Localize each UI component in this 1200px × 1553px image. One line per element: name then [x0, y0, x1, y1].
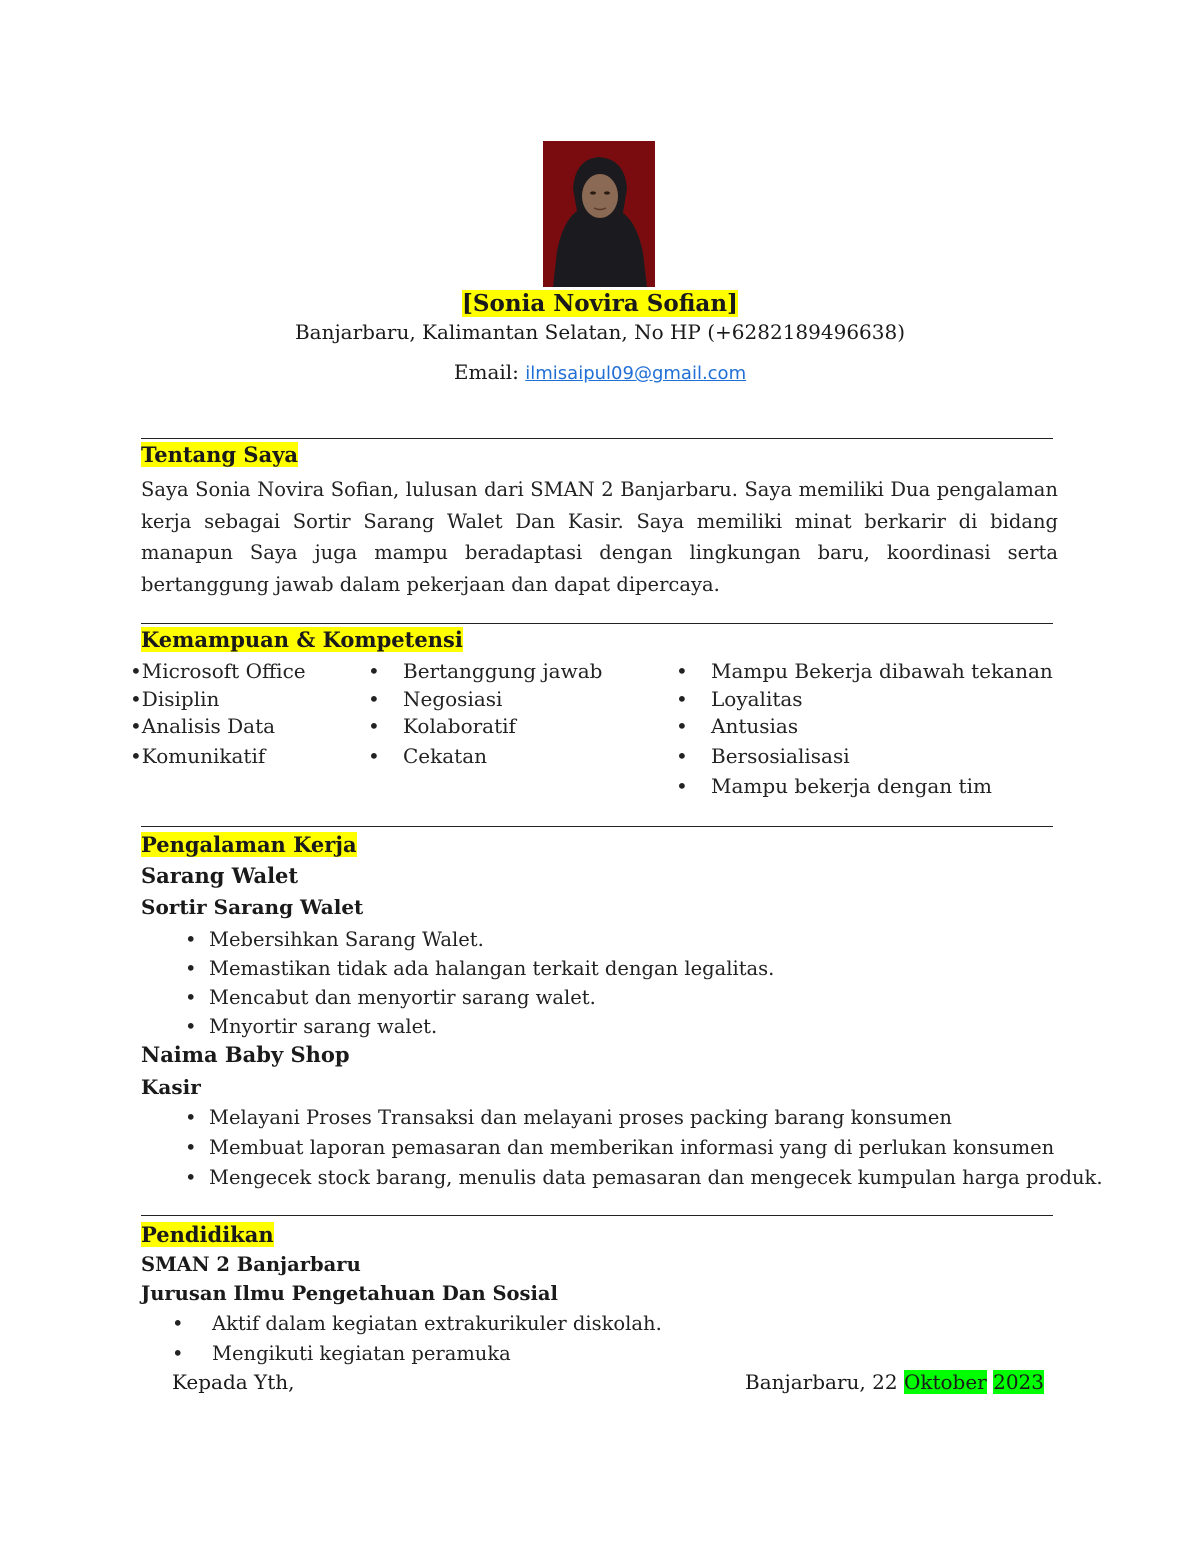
skill-label: Analisis Data	[141, 714, 276, 738]
job-role: Kasir	[141, 1075, 201, 1099]
bullet-icon: •	[676, 744, 688, 768]
section-title-skills-text: Kemampuan & Kompetensi	[141, 627, 463, 652]
section-title-education-text: Pendidikan	[141, 1222, 274, 1247]
education-major: Jurusan Ilmu Pengetahuan Dan Sosial	[141, 1282, 558, 1305]
section-title-experience-text: Pengalaman Kerja	[141, 832, 357, 857]
section-divider	[141, 1215, 1053, 1216]
bullet-icon: •	[185, 928, 197, 951]
list-item-text: Memastikan tidak ada halangan terkait dengan legalitas.	[209, 957, 775, 980]
bullet-icon: •	[185, 1106, 197, 1129]
bullet-icon: •	[130, 686, 142, 711]
skill-label: Negosiasi	[403, 686, 503, 711]
date-month: Oktober	[903, 1370, 987, 1394]
bullet-icon: •	[185, 1166, 197, 1189]
skill-item	[130, 744, 306, 772]
list-item-text: Mnyortir sarang walet.	[209, 1015, 438, 1038]
bullet-icon: •	[676, 659, 688, 683]
list-item-text: Mebersihkan Sarang Walet.	[209, 928, 484, 951]
job-company: Naima Baby Shop	[141, 1042, 350, 1067]
list-item-text: Aktif dalam kegiatan extrakurikuler diskolah.	[212, 1312, 662, 1335]
list-item-text: Mengikuti kegiatan peramuka	[212, 1342, 511, 1365]
skill-label: Microsoft Office	[141, 659, 306, 683]
skill-item	[130, 714, 306, 744]
list-item-text: Melayani Proses Transaksi dan melayani proses packing barang konsumen	[209, 1106, 952, 1129]
job-role: Sortir Sarang Walet	[141, 895, 364, 919]
section-title-education	[141, 1222, 274, 1247]
skill-label: Bertanggung jawab	[403, 659, 603, 683]
bullet-icon: •	[676, 774, 688, 798]
education-school: SMAN 2 Banjarbaru	[141, 1253, 361, 1276]
skill-label: Mampu bekerja dengan tim	[711, 774, 992, 798]
bullet-icon: •	[130, 714, 142, 738]
bullet-icon: •	[185, 1136, 197, 1159]
skill-label: Disiplin	[141, 686, 220, 711]
skill-label: Bersosialisasi	[711, 744, 850, 768]
bullet-icon: •	[368, 744, 380, 768]
list-item-text: Mencabut dan menyortir sarang walet.	[209, 986, 596, 1009]
place-date	[745, 1370, 1044, 1394]
addressee-line: Kepada Yth,	[172, 1370, 295, 1394]
list-item-text: Membuat laporan pemasaran dan memberikan informasi yang di perlukan konsumen	[209, 1136, 1055, 1159]
section-title-about-text: Tentang Saya	[141, 442, 298, 467]
place-date-text: Banjarbaru, 22	[745, 1370, 904, 1394]
bullet-icon: •	[172, 1342, 184, 1365]
skill-label: Mampu Bekerja dibawah tekanan	[711, 659, 1053, 683]
bullet-icon: •	[172, 1312, 184, 1335]
section-title-experience	[141, 832, 357, 857]
section-divider	[141, 826, 1053, 827]
contact-line: Banjarbaru, Kalimantan Selatan, No HP (+6282189496638)	[294, 320, 906, 344]
about-paragraph: Saya Sonia Novira Sofian, lulusan dari SMAN 2 Banjarbaru. Saya memiliki Dua pengalaman kerja sebagai Sortir Sarang Walet Dan Kasir. Saya memiliki minat berkarir di bidang manapun Saya juga mampu beradaptasi dengan lingkungan baru, koordinasi serta bertanggung jawab dalam pekerjaan dan dapat dipercaya.	[141, 478, 1058, 596]
bullet-icon: •	[185, 957, 197, 980]
skill-label: Kolaboratif	[403, 714, 516, 738]
bullet-icon: •	[130, 744, 142, 768]
job-company: Sarang Walet	[141, 863, 299, 888]
candidate-name-text: [Sonia Novira Sofian]	[462, 290, 738, 317]
skills-column-1	[130, 659, 306, 772]
bullet-icon: •	[676, 686, 688, 711]
bullet-icon: •	[676, 714, 688, 738]
skill-label: Komunikatif	[141, 744, 266, 768]
section-title-skills	[141, 627, 463, 652]
skill-label: Loyalitas	[711, 686, 803, 711]
section-divider	[141, 623, 1053, 624]
bullet-icon: •	[368, 686, 380, 711]
skill-item	[130, 687, 306, 715]
email-link[interactable]: ilmisaipul09@gmail.com	[525, 363, 747, 384]
profile-photo	[543, 141, 655, 287]
section-divider	[141, 438, 1053, 439]
bullet-icon: •	[130, 659, 142, 683]
skill-label: Cekatan	[403, 744, 488, 768]
bullet-icon: •	[368, 714, 380, 738]
skill-label: Antusias	[711, 714, 799, 738]
section-title-about	[141, 442, 298, 467]
list-item-text: Mengecek stock barang, menulis data pemasaran dan mengecek kumpulan harga produk.	[209, 1166, 1103, 1189]
email-line	[0, 360, 1200, 384]
bullet-icon: •	[185, 986, 197, 1009]
date-year: 2023	[993, 1370, 1044, 1394]
bullet-icon: •	[368, 659, 380, 683]
bullet-icon: •	[185, 1015, 197, 1038]
email-label: Email:	[453, 360, 526, 384]
skill-item	[130, 659, 306, 687]
candidate-name	[0, 290, 1200, 317]
